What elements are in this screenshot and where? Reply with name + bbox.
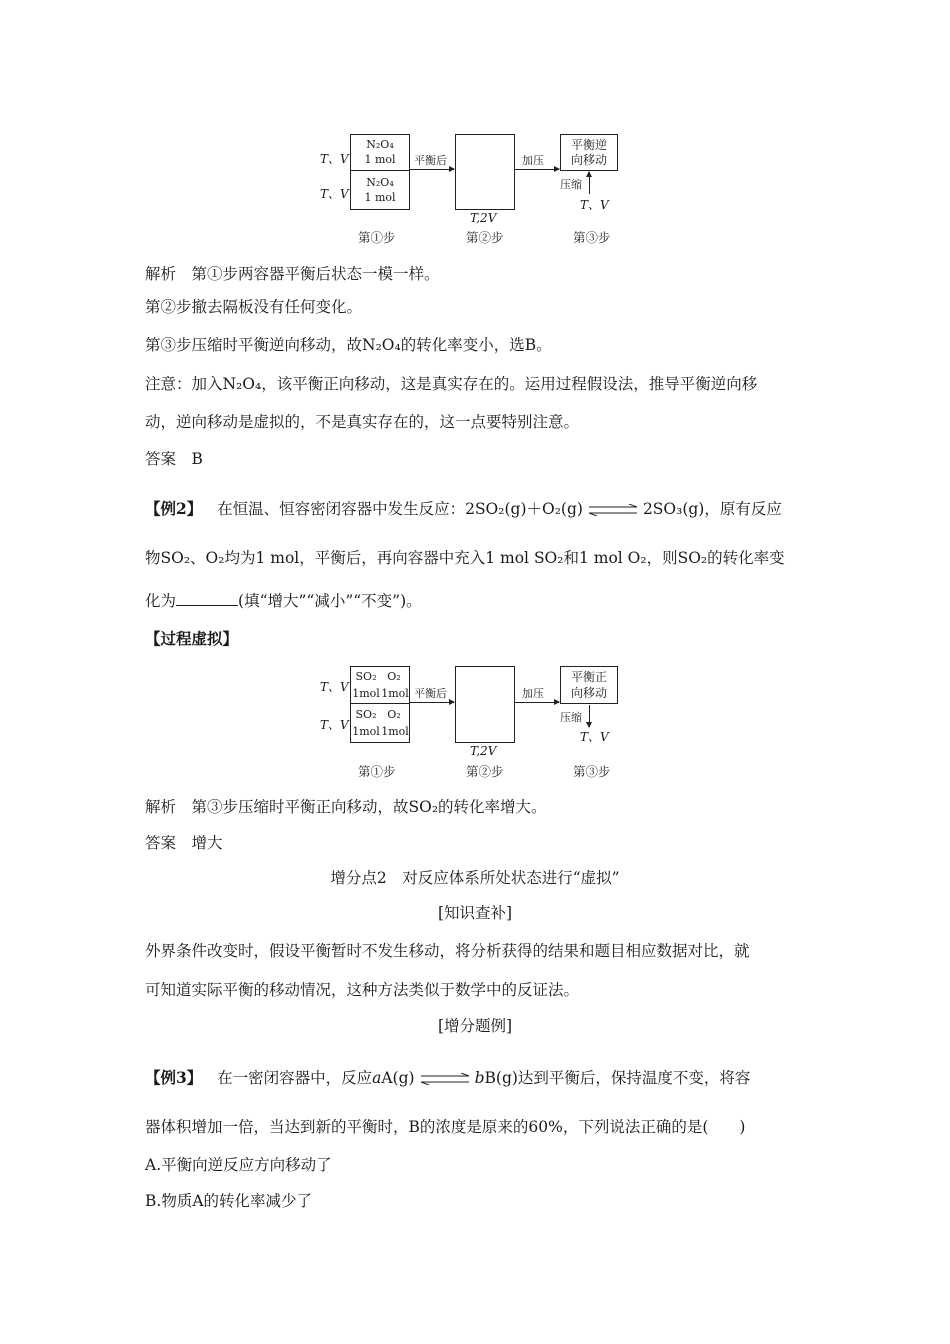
analysis-1: 解析 第①步两容器平衡后状态一模一样。 xyxy=(145,265,440,283)
arrow-compress-up xyxy=(589,172,590,194)
answer-example2: 答案 增大 xyxy=(145,834,223,852)
process-title: 【过程虚拟】 xyxy=(145,629,239,648)
coefficient-a: a xyxy=(372,1069,382,1087)
example3-line1 xyxy=(145,1066,750,1088)
section-title: 增分点2 对反应体系所处状态进行“虚拟” xyxy=(330,869,620,887)
answer-blank xyxy=(176,591,238,606)
example2-line3 xyxy=(145,589,422,611)
cell-mol-top-right: 1mol xyxy=(381,687,409,700)
option-b: B.物质A的转化率减少了 xyxy=(145,1192,313,1210)
result-box xyxy=(560,134,618,171)
arrow-pressurize-label: 加压 xyxy=(522,687,544,700)
analysis-example2: 解析 第③步压缩时平衡正向移动，故SO₂的转化率增大。 xyxy=(145,798,547,816)
analysis-2: 第②步撤去隔板没有任何变化。 xyxy=(145,298,363,316)
example2-line1 xyxy=(145,497,782,519)
examples-title: [增分题例] xyxy=(437,1017,513,1035)
container-top xyxy=(350,666,410,704)
cell-o2-bottom: O₂ xyxy=(387,708,401,721)
step1-label: 第①步 xyxy=(358,764,396,779)
container-bottom-amount: 1 mol xyxy=(364,191,396,204)
arrow-equilibrium-label: 平衡后 xyxy=(414,154,447,167)
result-box xyxy=(560,666,618,704)
knowledge-line1: 外界条件改变时，假设平衡暂时不发生移动，将分析获得的结果和题目相应数据对比，就 xyxy=(145,942,750,960)
container-top xyxy=(350,134,410,171)
equilibrium-arrow-icon xyxy=(419,1073,471,1085)
container-merged xyxy=(455,134,515,210)
compress-label: 压缩 xyxy=(560,711,582,724)
cell-mol-bottom-right: 1mol xyxy=(381,725,409,738)
tv-label-top: T、V xyxy=(320,152,349,166)
step3-label: 第③步 xyxy=(573,230,611,245)
arrow-pressurize-label: 加压 xyxy=(522,154,544,167)
container-bottom-species: N₂O₄ xyxy=(366,176,394,189)
tv-result-label: T、V xyxy=(580,198,609,212)
cell-o2-top: O₂ xyxy=(387,670,401,683)
example2-line3-start: 化为 xyxy=(145,592,177,610)
cell-mol-top-left: 1mol xyxy=(352,687,380,700)
result-line2: 向移动 xyxy=(570,153,607,167)
note-line2: 动，逆向移动是虚拟的，不是真实存在的，这一点要特别注意。 xyxy=(145,413,580,431)
example3-line2: 器体积增加一倍，当达到新的平衡时，B的浓度是原来的60%，下列说法正确的是( ) xyxy=(145,1118,746,1136)
example3-label: 【例3】 xyxy=(145,1068,203,1087)
cell-mol-bottom-left: 1mol xyxy=(352,725,380,738)
reactant-a: A(g) xyxy=(381,1069,415,1087)
result-line1: 平衡逆 xyxy=(570,138,607,152)
arrow-pressurize xyxy=(515,169,559,170)
analysis-3: 第③步压缩时平衡逆向移动，故N₂O₄的转化率变小，选B。 xyxy=(145,336,552,354)
cell-so2-bottom: SO₂ xyxy=(355,708,377,721)
example3-text-end: B(g)达到平衡后，保持温度不变，将容 xyxy=(484,1069,751,1087)
tv-label-bottom: T、V xyxy=(320,718,349,732)
example3-text-start: 在一密闭容器中，反应 xyxy=(217,1069,373,1087)
step2-label: 第②步 xyxy=(466,764,504,779)
tv-result-label: T、V xyxy=(580,730,609,744)
tv-label-top: T、V xyxy=(320,680,349,694)
example2-line3-end: (填“增大”“减小”“不变”)。 xyxy=(238,592,422,610)
container-bottom xyxy=(350,703,410,743)
arrow-equilibrium xyxy=(410,702,454,703)
t2v-label: T,2V xyxy=(470,744,497,758)
container-top-amount: 1 mol xyxy=(364,153,396,166)
tv-label-bottom: T、V xyxy=(320,187,349,201)
knowledge-title: [知识查补] xyxy=(437,904,513,922)
step1-label: 第①步 xyxy=(358,230,396,245)
example2-reaction-left: 在恒温、恒容密闭容器中发生反应：2SO₂(g)＋O₂(g) xyxy=(217,500,583,518)
compress-label: 压缩 xyxy=(560,178,582,191)
arrow-equilibrium xyxy=(410,169,454,170)
arrow-equilibrium-label: 平衡后 xyxy=(414,687,447,700)
diagram-so2-process xyxy=(310,662,640,782)
example2-label: 【例2】 xyxy=(145,499,203,518)
container-bottom xyxy=(350,170,410,210)
knowledge-line2: 可知道实际平衡的移动情况，这种方法类似于数学中的反证法。 xyxy=(145,981,580,999)
example2-reaction-right: 2SO₃(g)，原有反应 xyxy=(642,500,782,518)
t2v-label: T,2V xyxy=(470,211,497,225)
container-top-species: N₂O₄ xyxy=(366,138,394,151)
arrow-pressurize xyxy=(515,702,559,703)
cell-so2-top: SO₂ xyxy=(355,670,377,683)
answer-1: 答案 B xyxy=(145,450,203,468)
coefficient-b: b xyxy=(474,1069,485,1087)
note-line1: 注意：加入N₂O₄，该平衡正向移动，这是真实存在的。运用过程假设法，推导平衡逆向移 xyxy=(145,375,758,393)
step3-label: 第③步 xyxy=(573,764,611,779)
example2-line2: 物SO₂、O₂均为1 mol，平衡后，再向容器中充入1 mol SO₂和1 mol O₂，则SO₂的转化率变 xyxy=(145,549,785,567)
equilibrium-arrow-icon xyxy=(587,504,639,516)
option-a: A.平衡向逆反应方向移动了 xyxy=(145,1156,332,1174)
diagram-n2o4-process xyxy=(310,128,640,248)
arrow-compress-down xyxy=(589,705,590,727)
result-line2: 向移动 xyxy=(570,686,607,700)
container-merged xyxy=(455,666,515,743)
step2-label: 第②步 xyxy=(466,230,504,245)
result-line1: 平衡正 xyxy=(570,670,607,684)
